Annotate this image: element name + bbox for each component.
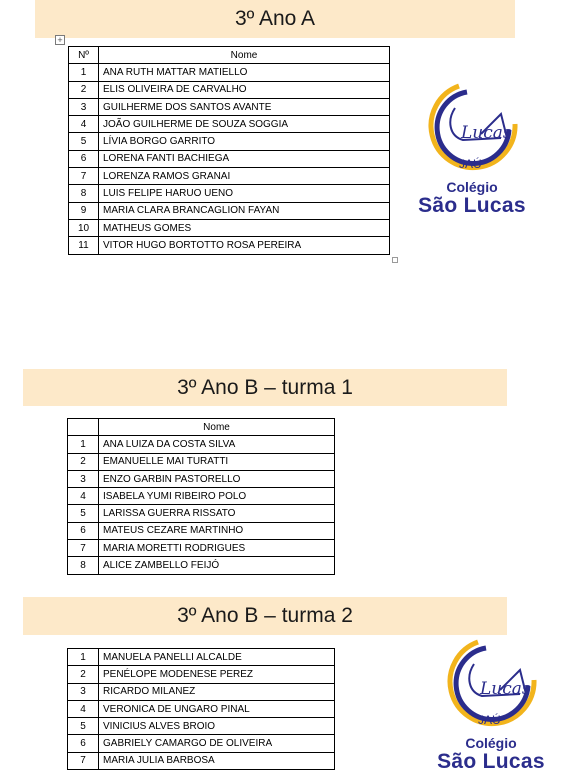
row-number: 8 bbox=[69, 185, 99, 202]
student-name: VERONICA DE UNGARO PINAL bbox=[99, 700, 335, 717]
row-number: 9 bbox=[69, 202, 99, 219]
student-name: VINICIUS ALVES BROIO bbox=[99, 718, 335, 735]
table-row bbox=[68, 683, 335, 700]
student-name: MANUELA PANELLI ALCALDE bbox=[99, 649, 335, 666]
table-row bbox=[68, 666, 335, 683]
svg-text:Lucas: Lucas bbox=[461, 123, 512, 143]
student-name: LORENZA RAMOS GRANAI bbox=[99, 168, 390, 185]
logo-text-colegio: Colégio bbox=[465, 735, 517, 751]
table-row bbox=[68, 488, 335, 505]
logo-text-sao-lucas: São Lucas bbox=[437, 750, 545, 773]
row-number: 5 bbox=[68, 505, 99, 522]
column-header-name: Nome bbox=[99, 419, 335, 436]
table-header-row bbox=[68, 419, 335, 436]
table-row bbox=[69, 185, 390, 202]
student-name: LORENA FANTI BACHIEGA bbox=[99, 150, 390, 167]
student-name: JOÃO GUILHERME DE SOUZA SOGGIA bbox=[99, 116, 390, 133]
svg-text:JAÚ: JAÚ bbox=[459, 157, 482, 171]
table-row bbox=[68, 505, 335, 522]
row-number: 2 bbox=[69, 81, 99, 98]
student-name: ALICE ZAMBELLO FEIJÓ bbox=[99, 557, 335, 574]
row-number: 4 bbox=[69, 116, 99, 133]
student-name: PENÉLOPE MODENESE PEREZ bbox=[99, 666, 335, 683]
table-row bbox=[69, 168, 390, 185]
row-number: 7 bbox=[68, 540, 99, 557]
table-row bbox=[68, 557, 335, 574]
student-name: LÍVIA BORGO GARRITO bbox=[99, 133, 390, 150]
student-name: GUILHERME DOS SANTOS AVANTE bbox=[99, 98, 390, 115]
table-row bbox=[69, 116, 390, 133]
section-b2-title: 3º Ano B – turma 2 bbox=[23, 597, 507, 635]
table-row bbox=[68, 470, 335, 487]
row-number: 6 bbox=[68, 735, 99, 752]
table-row bbox=[68, 649, 335, 666]
school-logo bbox=[416, 636, 566, 774]
table-row bbox=[69, 64, 390, 81]
roster-table-3b-turma1 bbox=[67, 418, 335, 575]
table-header-row bbox=[69, 47, 390, 64]
row-number: 2 bbox=[68, 666, 99, 683]
table-row bbox=[69, 81, 390, 98]
student-name: MARIA JULIA BARBOSA bbox=[99, 752, 335, 769]
student-name: VITOR HUGO BORTOTTO ROSA PEREIRA bbox=[99, 237, 390, 254]
student-name: GABRIELY CAMARGO DE OLIVEIRA bbox=[99, 735, 335, 752]
row-number: 3 bbox=[68, 683, 99, 700]
svg-text:Lucas: Lucas bbox=[480, 679, 531, 699]
table-row bbox=[69, 133, 390, 150]
student-name: EMANUELLE MAI TURATTI bbox=[99, 453, 335, 470]
table-row bbox=[68, 752, 335, 769]
roster-table-3b-turma2 bbox=[67, 648, 335, 770]
row-number: 5 bbox=[68, 718, 99, 735]
svg-text:JAÚ: JAÚ bbox=[478, 713, 501, 727]
student-name: LARISSA GUERRA RISSATO bbox=[99, 505, 335, 522]
table-row bbox=[69, 98, 390, 115]
column-header-number: Nº bbox=[69, 47, 99, 64]
table-row bbox=[68, 522, 335, 539]
row-number: 3 bbox=[68, 470, 99, 487]
table-move-icon[interactable]: + bbox=[55, 35, 65, 45]
row-number: 2 bbox=[68, 453, 99, 470]
student-name: MATHEUS GOMES bbox=[99, 219, 390, 236]
student-name: ENZO GARBIN PASTORELLO bbox=[99, 470, 335, 487]
row-number: 6 bbox=[68, 522, 99, 539]
row-number: 11 bbox=[69, 237, 99, 254]
row-number: 7 bbox=[69, 168, 99, 185]
school-logo bbox=[397, 80, 547, 220]
column-header-name: Nome bbox=[99, 47, 390, 64]
student-name: MARIA CLARA BRANCAGLION FAYAN bbox=[99, 202, 390, 219]
student-name: ANA LUIZA DA COSTA SILVA bbox=[99, 436, 335, 453]
row-number: 4 bbox=[68, 488, 99, 505]
student-name: ANA RUTH MATTAR MATIELLO bbox=[99, 64, 390, 81]
student-name: MATEUS CEZARE MARTINHO bbox=[99, 522, 335, 539]
student-name: MARIA MORETTI RODRIGUES bbox=[99, 540, 335, 557]
row-number: 10 bbox=[69, 219, 99, 236]
table-row bbox=[68, 436, 335, 453]
student-name: RICARDO MILANEZ bbox=[99, 683, 335, 700]
row-number: 1 bbox=[69, 64, 99, 81]
row-number: 3 bbox=[69, 98, 99, 115]
row-number: 1 bbox=[68, 649, 99, 666]
logo-text-sao-lucas: São Lucas bbox=[418, 194, 526, 217]
logo-text-colegio: Colégio bbox=[446, 179, 498, 195]
table-resize-icon[interactable] bbox=[392, 257, 398, 263]
row-number: 8 bbox=[68, 557, 99, 574]
table-row bbox=[68, 453, 335, 470]
section-a-title: 3º Ano A bbox=[35, 0, 515, 38]
table-row bbox=[68, 718, 335, 735]
row-number: 6 bbox=[69, 150, 99, 167]
student-name: ISABELA YUMI RIBEIRO POLO bbox=[99, 488, 335, 505]
table-row bbox=[68, 540, 335, 557]
row-number: 7 bbox=[68, 752, 99, 769]
column-header-number bbox=[68, 419, 99, 436]
table-row bbox=[69, 237, 390, 254]
roster-table-3a bbox=[68, 46, 390, 255]
student-name: LUIS FELIPE HARUO UENO bbox=[99, 185, 390, 202]
table-row bbox=[68, 735, 335, 752]
row-number: 4 bbox=[68, 700, 99, 717]
table-row bbox=[69, 202, 390, 219]
section-b1-title: 3º Ano B – turma 1 bbox=[23, 369, 507, 406]
student-name: ELIS OLIVEIRA DE CARVALHO bbox=[99, 81, 390, 98]
table-row bbox=[68, 700, 335, 717]
table-row bbox=[69, 219, 390, 236]
row-number: 5 bbox=[69, 133, 99, 150]
table-row bbox=[69, 150, 390, 167]
row-number: 1 bbox=[68, 436, 99, 453]
